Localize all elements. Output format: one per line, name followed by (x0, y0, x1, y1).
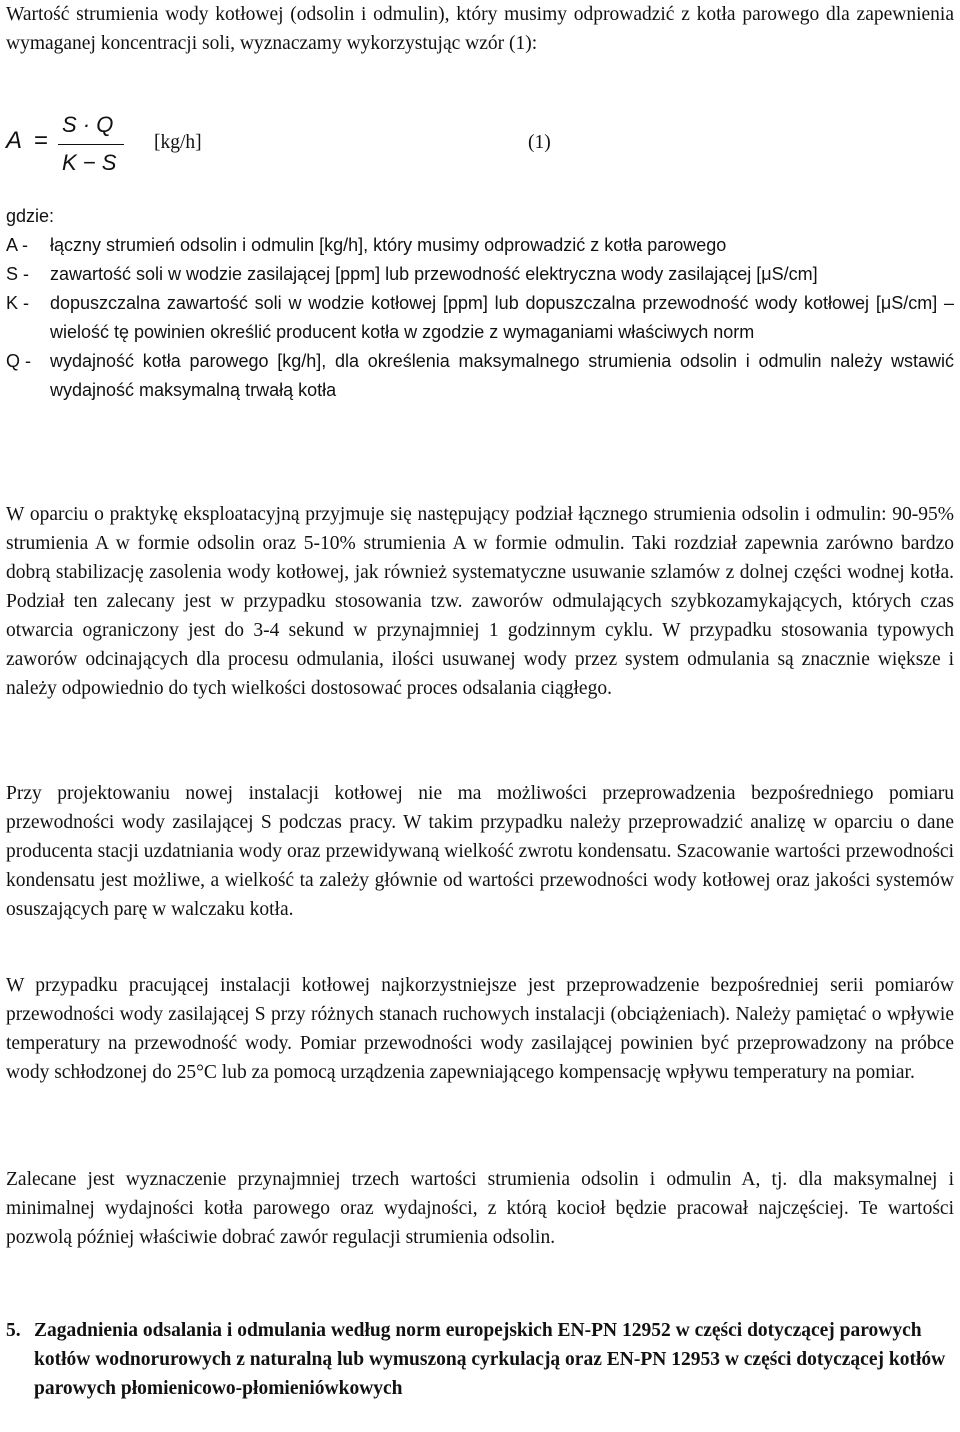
formula-block (6, 110, 954, 180)
definition-item (6, 260, 954, 289)
formula-lhs: A (6, 127, 23, 154)
fraction-bar (58, 144, 124, 145)
definition-text: dopuszczalna zawartość soli w wodzie kotłowej [ppm] lub dopuszczalna przewodność wody kotłowej [μS/cm] – wielość tę powinien określić producent kotła w zgodzie z wymaganiami właściwych norm (50, 293, 954, 342)
paragraph-recommendation: Zalecane jest wyznaczenie przynajmniej trzech wartości strumienia odsolin i odmulin A, tj. dla maksymalnej i minimalnej wydajności kotła parowego oraz wydajności, z którą kocioł będzie pracował najczęściej. Te wartości pozwolą później właściwie dobrać zawór regulacji strumienia odsolin. (6, 1169, 954, 1248)
definitions-list (6, 202, 954, 405)
definition-text: wydajność kotła parowego [kg/h], dla określenia maksymalnego strumienia odsolin i odmulin należy wstawić wydajność maksymalną trwałą kotła (50, 351, 954, 400)
formula-numerator: S · Q (62, 112, 114, 137)
formula-number: (1) (528, 132, 551, 153)
paragraph-new-installation: Przy projektowaniu nowej instalacji kotłowej nie ma możliwości przeprowadzenia bezpośredniego pomiaru przewodności wody zasilającej S podczas pracy. W takim przypadku należy przeprowadzić analizę w oparciu o dane producenta stacji uzdatniania wody oraz przewidywaną wielkość zwrotu kondensatu. Szacowanie wartości przewodności kondensatu jest możliwe, a wielkość ta zależy głównie od wartości przewodności wody kotłowej oraz jakości systemów osuszających parę w walczaku kotła. (6, 783, 954, 920)
definition-text: zawartość soli w wodzie zasilającej [ppm] lub przewodność elektryczna wody zasilającej [μS/cm] (50, 264, 818, 284)
definition-item (6, 289, 954, 347)
paragraph-working-installation: W przypadku pracującej instalacji kotłowej najkorzystniejsze jest przeprowadzenie bezpośredniej serii pomiarów przewodności wody zasilającej S przy różnych stanach ruchowych instalacji (obciążeniach). Należy pamiętać o wpływie temperatury na przewodność wody. Pomiar przewodności wody zasilającej powinien być przeprowadzony na próbce wody schłodzonej do 25°C lub za pomocą urządzenia zapewniającego kompensację wpływu temperatury na pomiar. (6, 975, 954, 1083)
formula-unit: [kg/h] (154, 132, 202, 153)
definition-symbol: A - (6, 235, 29, 255)
section-heading (6, 1316, 954, 1403)
section-title: Zagadnienia odsalania i odmulania według norm europejskich EN-PN 12952 w części dotyczącej parowych kotłów wodnorurowych z naturalną lub wymuszoną cyrkulacją oraz EN-PN 12953 w części dotyczącej kotłów parowych płomienicowo-płomieniówkowych (34, 1320, 946, 1399)
definition-item (6, 347, 954, 405)
definition-symbol: S - (6, 264, 30, 284)
formula-equals: = (34, 127, 49, 154)
paragraph-division: W oparciu o praktykę eksploatacyjną przyjmuje się następujący podział łącznego strumienia odsolin i odmulin: 90-95% strumienia A w formie odsolin oraz 5-10% strumienia A w formie odmulin. Taki rozdział zapewnia zarówno bardzo dobrą stabilizację zasolenia wody kotłowej, jak również systematyczne usuwanie szlamów z dolnej części wodnej kotła. Podział ten zalecany jest w przypadku stosowania tzw. zaworów odmulających szybkozamykających, których czas otwarcia ograniczony jest do 3-4 sekund w przynajmniej 1 godzinnym cyklu. W przypadku stosowania typowych zaworów odcinających dla procesu odmulania, ilości usuwanej wody przez system odmulania są znacznie większe i należy odpowiednio do tych wielkości dostosować proces odsalania ciągłego. (6, 504, 954, 699)
formula-denominator: K − S (62, 150, 117, 175)
definition-symbol: Q - (6, 351, 31, 371)
definition-symbol: K - (6, 293, 30, 313)
where-label: gdzie: (6, 206, 55, 226)
definition-text: łączny strumień odsolin i odmulin [kg/h], który musimy odprowadzić z kotła parowego (50, 235, 727, 255)
section-number: 5. (6, 1320, 21, 1341)
definition-item (6, 231, 954, 260)
intro-paragraph: Wartość strumienia wody kotłowej (odsolin i odmulin), który musimy odprowadzić z kotła parowego dla zapewnienia wymaganej koncentracji soli, wyznaczamy wykorzystując wzór (1): (6, 4, 954, 54)
